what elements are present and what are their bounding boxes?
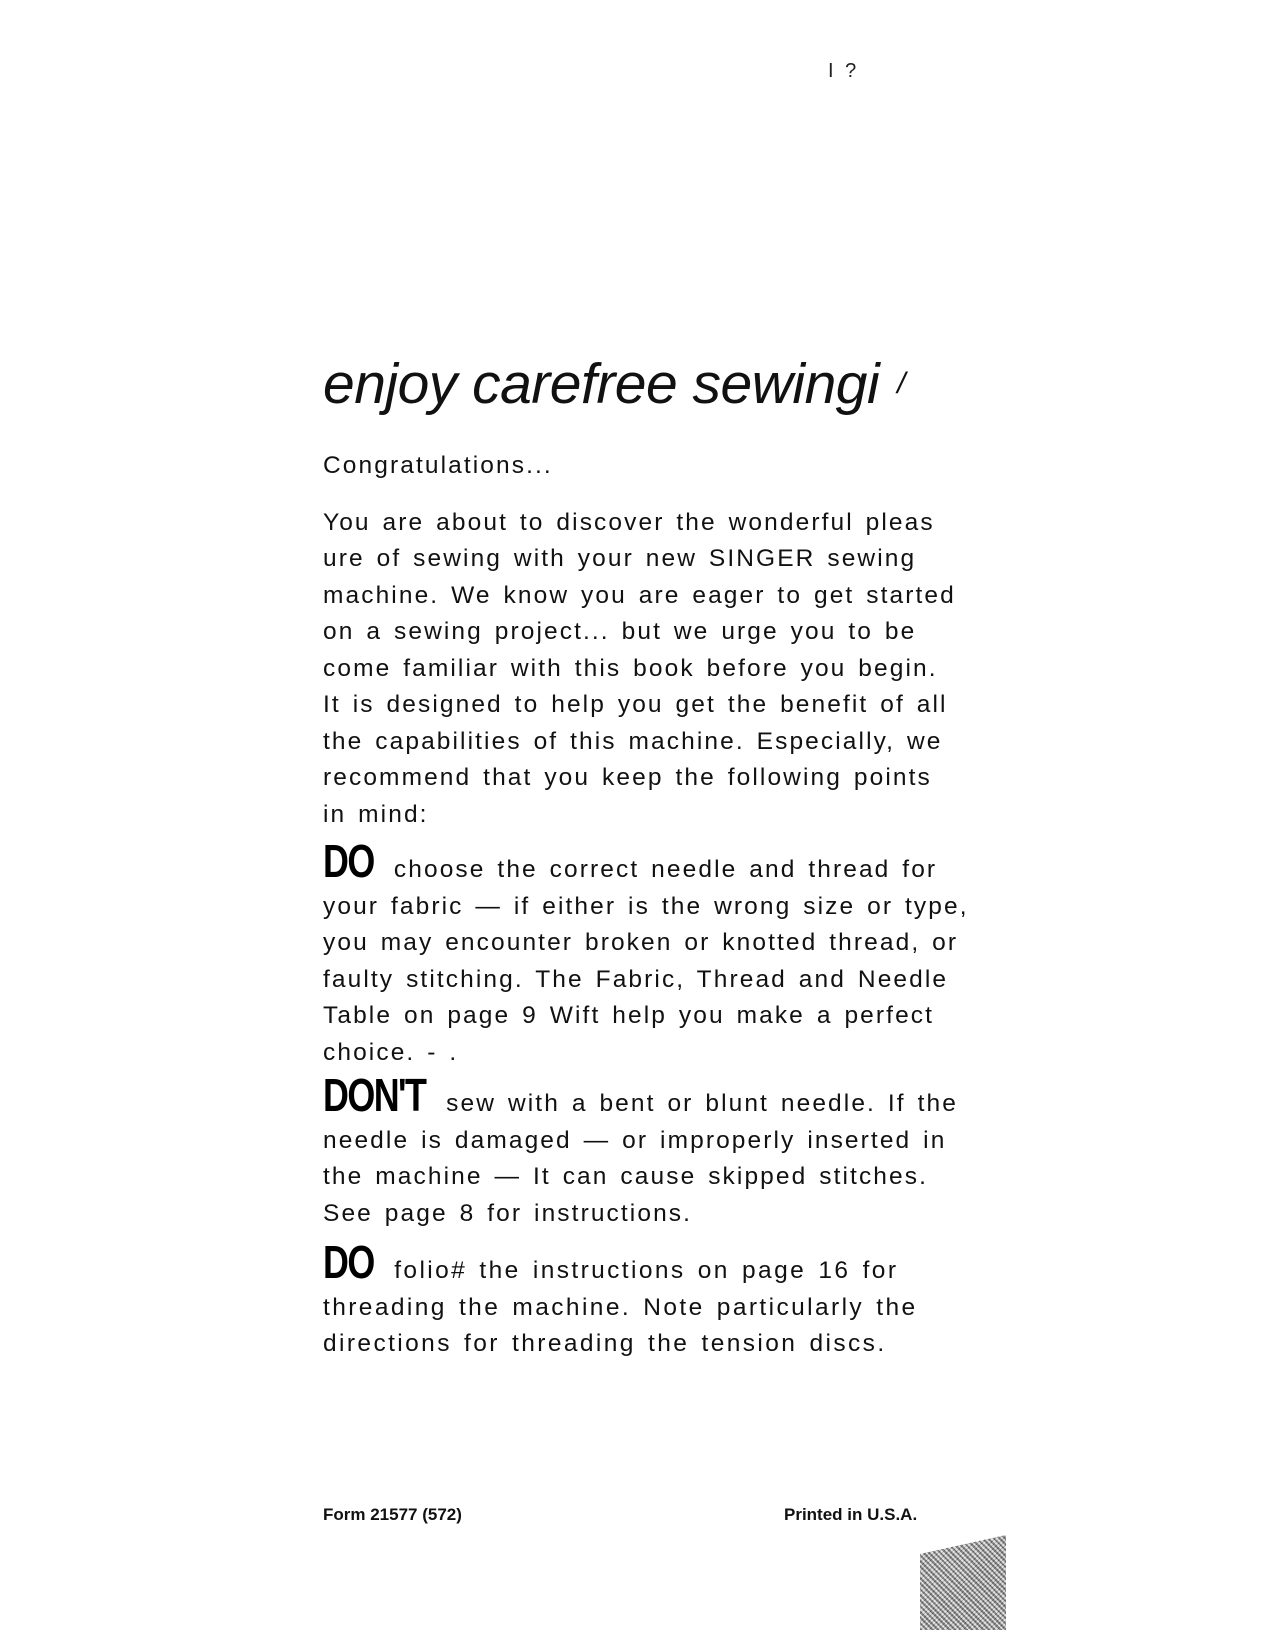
rule-threading — [323, 1236, 1003, 1363]
printed-in: Printed in U.S.A. — [784, 1505, 918, 1524]
page-title — [323, 350, 1003, 418]
intro-paragraph: You are about to discover the wonderful pleas ure of sewing with your new SINGER sewing machine. We know you are eager to get started on a sewing project... but we urge you to be come familiar with this book before you begin. It is designed to help you get the benefit of all the capabilities of this machine. Especially, we recommend that you keep the following points in mind: — [323, 508, 956, 828]
rule-text: choose the correct needle and thread for your fabric — if either is the wrong size or type, you may encounter broken or knotted thread, or faulty stitching. The Fabric, Thread and Needle Table on page 9 Wift help you make a perfect choice. - . — [323, 856, 969, 1066]
rule-keyword: DO — [323, 835, 374, 887]
rule-text: folio# the instructions on page 16 for threading the machine. Note particularly the directions for threading the tension discs. — [323, 1257, 918, 1357]
rule-keyword: DON'T — [323, 1069, 426, 1121]
rule-keyword: DO — [323, 1236, 374, 1288]
rule-bent-needle — [323, 1069, 1003, 1232]
page-title-text: enjoy carefree sewingi — [323, 352, 880, 416]
title-stray-mark: / — [897, 367, 905, 400]
greeting: Congratulations... — [323, 452, 553, 479]
rule-choose-needle — [323, 835, 1003, 1071]
welcome-section — [323, 350, 1003, 1363]
corner-mark: I ? — [828, 60, 860, 82]
form-number: Form 21577 (572) — [323, 1505, 462, 1524]
rule-text: sew with a bent or blunt needle. If the needle is damaged — or improperly inserted in the machine — It can cause skipped stitches. See page 8 for instructions. — [323, 1090, 958, 1227]
halftone-scan-artifact — [920, 1535, 1006, 1630]
